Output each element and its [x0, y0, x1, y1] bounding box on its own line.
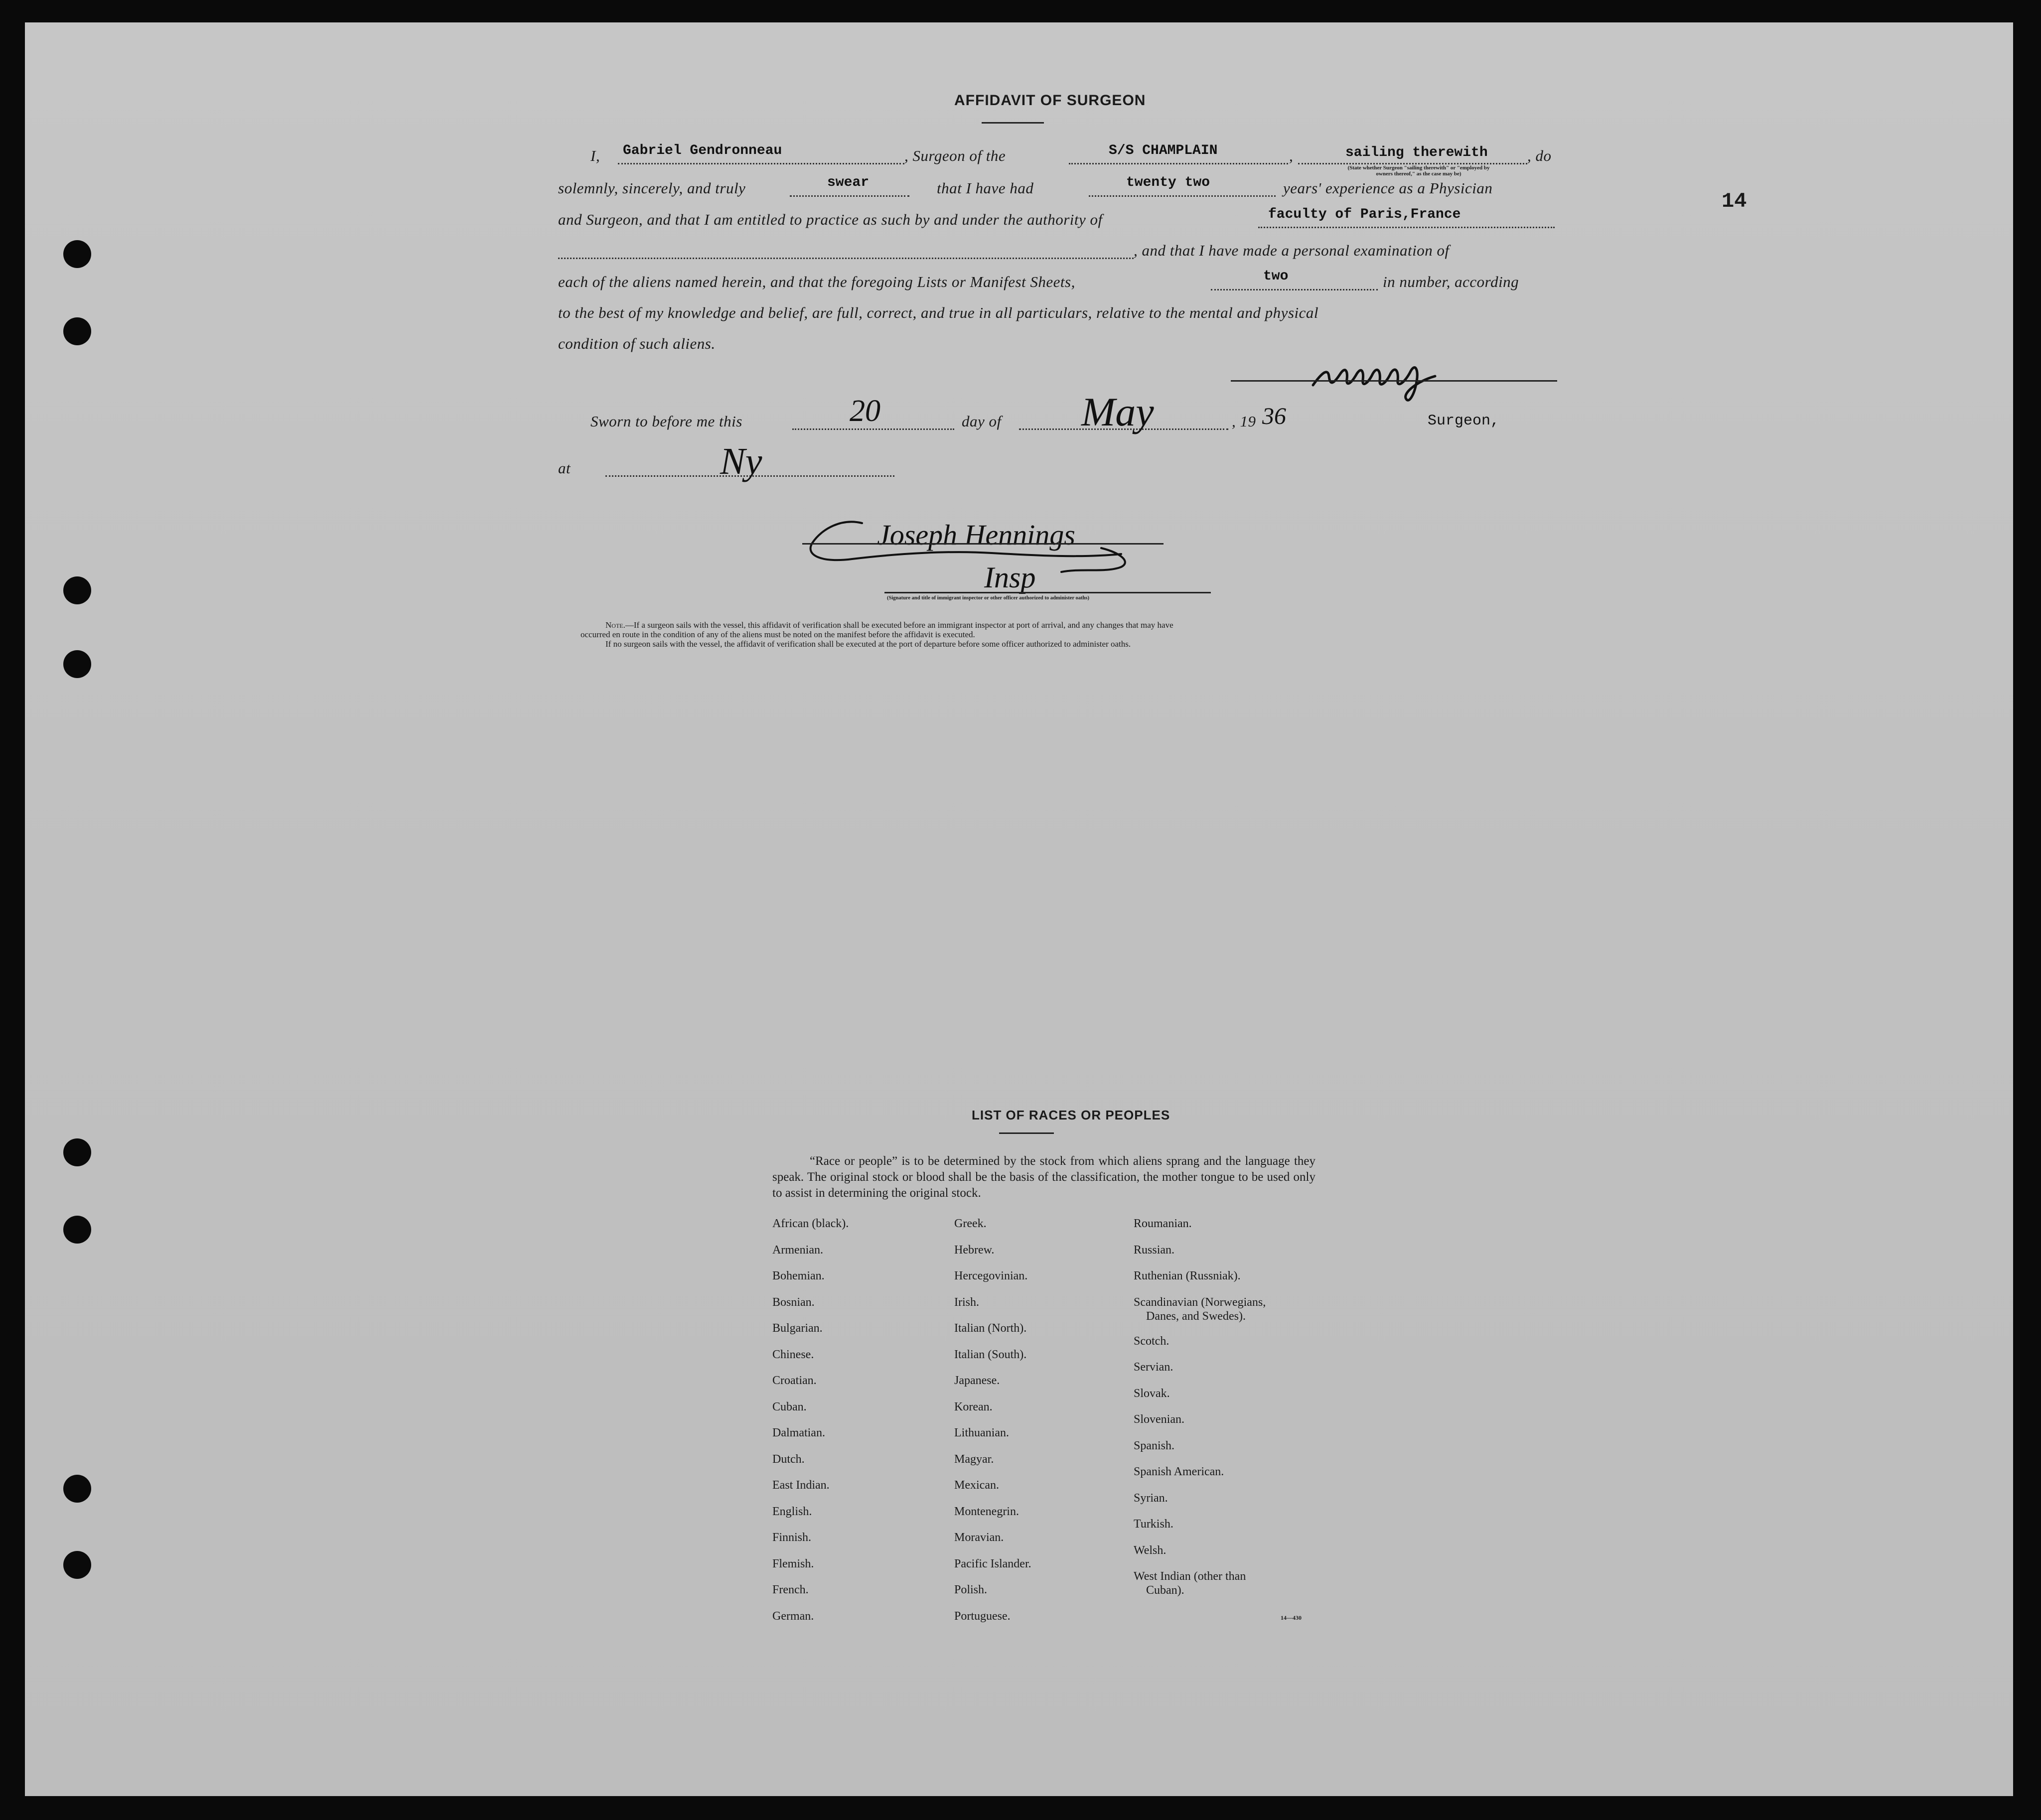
- authority-line: [1258, 227, 1555, 228]
- race-item: Dalmatian.: [772, 1426, 825, 1439]
- race-item: Roumanian.: [1134, 1217, 1192, 1230]
- sailing-status-line: [1298, 163, 1527, 164]
- form-number: 14—430: [1281, 1614, 1302, 1621]
- surgeon-signature: [1293, 346, 1507, 406]
- race-item: Magyar.: [954, 1452, 994, 1466]
- race-item: Montenegrin.: [954, 1505, 1019, 1518]
- text-condition: condition of such aliens.: [558, 335, 716, 352]
- race-item: French.: [772, 1583, 809, 1596]
- officer-signature: Joseph Hennings: [877, 519, 1075, 551]
- race-item-line: Scandinavian (Norwegians,: [1134, 1295, 1266, 1309]
- race-item: Scotch.: [1134, 1334, 1169, 1348]
- officer-signature-line: [802, 543, 1164, 545]
- years-field[interactable]: twenty two: [1126, 175, 1210, 190]
- officer-caption: (Signature and title of immigrant inspector or other officer authorized to administer oaths): [887, 595, 1089, 601]
- note-text: —If a surgeon sails with the vessel, this affidavit of verification shall be executed before an immigrant inspector at port of arrival, and any changes that may have: [625, 620, 1173, 630]
- officer-title-line: [884, 592, 1211, 593]
- text-each-of-aliens: each of the aliens named herein, and that the foregoing Lists or Manifest Sheets,: [558, 273, 1075, 290]
- race-item: Lithuanian.: [954, 1426, 1009, 1439]
- race-item: Dutch.: [772, 1452, 805, 1466]
- race-item: Greek.: [954, 1217, 987, 1230]
- binder-hole: [63, 1138, 91, 1166]
- vessel-field[interactable]: S/S CHAMPLAIN: [1109, 143, 1218, 158]
- text-sworn: Sworn to before me this: [590, 413, 742, 430]
- page-number: 14: [1722, 189, 1747, 213]
- text-in-number: in number, according: [1383, 273, 1519, 290]
- text-that-i-have-had: that I have had: [937, 179, 1034, 197]
- binder-hole: [63, 317, 91, 345]
- race-item: Italian (North).: [954, 1322, 1027, 1335]
- sworn-place-field[interactable]: Ny: [720, 440, 762, 482]
- races-column-3: [1134, 1217, 1266, 1599]
- race-item: Chinese.: [772, 1348, 814, 1361]
- race-item: Armenian.: [772, 1243, 823, 1257]
- surgeon-name-field[interactable]: Gabriel Gendronneau: [623, 143, 782, 158]
- race-item: Ruthenian (Russniak).: [1134, 1269, 1241, 1282]
- surgeon-name-line: [618, 163, 904, 164]
- race-item: Hebrew.: [954, 1243, 995, 1257]
- state-note-line: owners thereof," as the case may be): [1376, 171, 1461, 177]
- text-best-knowledge: to the best of my knowledge and belief, are full, correct, and true in all particulars, relative to the mental and physical: [558, 304, 1318, 321]
- surgeon-signature-line: [1231, 380, 1557, 382]
- races-intro: “Race or people” is to be determined by the stock from which aliens sprang and the language they speak. The original stock or blood shall be the basis of the classification, the mother tongue to be used only to assist in determining the original stock.: [772, 1154, 1315, 1200]
- sworn-day-field[interactable]: 20: [850, 394, 880, 428]
- title-rule: [999, 1132, 1054, 1134]
- binder-hole: [63, 650, 91, 678]
- race-item: Hercegovinian.: [954, 1269, 1028, 1282]
- race-item: Polish.: [954, 1583, 988, 1596]
- race-item: Servian.: [1134, 1361, 1173, 1374]
- years-line: [1089, 195, 1276, 197]
- race-item: Cuban.: [772, 1400, 807, 1413]
- race-item: Turkish.: [1134, 1518, 1173, 1531]
- race-item: [1134, 1569, 1266, 1599]
- race-item: Bosnian.: [772, 1295, 815, 1309]
- race-item: Japanese.: [954, 1374, 1000, 1387]
- race-item: Spanish.: [1134, 1439, 1175, 1452]
- note-label: Note.: [605, 620, 625, 630]
- text-i: I,: [590, 147, 600, 164]
- binder-hole: [63, 240, 91, 268]
- race-item: Mexican.: [954, 1479, 999, 1492]
- vessel-line: [1069, 163, 1288, 164]
- race-item: Syrian.: [1134, 1491, 1168, 1505]
- officer-title: Insp: [984, 561, 1036, 594]
- races-title: LIST OF RACES OR PEOPLES: [972, 1108, 1170, 1122]
- races-column-1: [772, 1217, 849, 1635]
- binder-hole: [63, 1551, 91, 1579]
- oath-line: [790, 195, 909, 197]
- authority-field[interactable]: faculty of Paris,France: [1268, 207, 1461, 222]
- text-surgeon-of: , Surgeon of the: [904, 147, 1006, 164]
- note-line: [581, 620, 1173, 630]
- binder-hole: [63, 1216, 91, 1244]
- affidavit-title: AFFIDAVIT OF SURGEON: [954, 92, 1146, 109]
- manifest-page: [25, 22, 2013, 1796]
- state-note-line: (State whether Surgeon "sailing therewith" or "employed by: [1347, 165, 1490, 171]
- race-item: East Indian.: [772, 1479, 830, 1492]
- race-item: Irish.: [954, 1295, 979, 1309]
- race-item: [1134, 1295, 1266, 1334]
- race-item: Bohemian.: [772, 1269, 825, 1282]
- race-item: Pacific Islander.: [954, 1557, 1031, 1570]
- text-at: at: [558, 459, 571, 477]
- title-rule: [982, 122, 1044, 124]
- surgeon-label: Surgeon,: [1428, 413, 1500, 429]
- note-block: [581, 620, 1173, 649]
- race-item: Spanish American.: [1134, 1465, 1224, 1478]
- binder-hole: [63, 576, 91, 604]
- race-item: Russian.: [1134, 1243, 1175, 1257]
- oath-word-field[interactable]: swear: [827, 175, 870, 190]
- text-do: , do: [1527, 147, 1552, 164]
- race-item: Slovak.: [1134, 1387, 1170, 1400]
- sheets-count-line: [1211, 289, 1378, 290]
- race-item: Finnish.: [772, 1531, 812, 1544]
- race-item-line: Cuban).: [1146, 1584, 1184, 1597]
- race-item: English.: [772, 1505, 812, 1518]
- race-item: Croatian.: [772, 1374, 817, 1387]
- race-item: African (black).: [772, 1217, 849, 1230]
- state-note: [1302, 165, 1536, 177]
- binder-hole: [63, 1475, 91, 1503]
- text-comma: ,: [1289, 147, 1294, 164]
- sailing-status-field[interactable]: sailing therewith: [1345, 145, 1488, 160]
- race-item-line: Danes, and Swedes).: [1146, 1309, 1246, 1323]
- race-item: Bulgarian.: [772, 1322, 823, 1335]
- race-item-line: West Indian (other than: [1134, 1570, 1246, 1583]
- text-personal-exam: , and that I have made a personal examination of: [1134, 242, 1450, 259]
- races-column-2: [954, 1217, 1031, 1635]
- race-item: Flemish.: [772, 1557, 814, 1570]
- sworn-month-field[interactable]: May: [1081, 389, 1154, 434]
- note-line: occurred en route in the condition of any of the aliens must be noted on the manifest before the affidavit is executed.: [581, 630, 975, 639]
- race-item: Welsh.: [1134, 1543, 1166, 1557]
- race-item: Italian (South).: [954, 1348, 1027, 1361]
- sheets-count-field[interactable]: two: [1263, 269, 1289, 284]
- text-years-experience: years' experience as a Physician: [1283, 179, 1493, 197]
- note-line: If no surgeon sails with the vessel, the affidavit of verification shall be executed at the port of departure before some officer authorized to administer oaths.: [605, 639, 1131, 649]
- race-item: Portuguese.: [954, 1609, 1011, 1623]
- sworn-year-field[interactable]: 36: [1262, 403, 1286, 429]
- race-item: Korean.: [954, 1400, 993, 1413]
- race-item: German.: [772, 1609, 814, 1623]
- text-solemnly: solemnly, sincerely, and truly: [558, 179, 746, 197]
- authority-continuation-line: [558, 258, 1134, 259]
- text-year-prefix: , 19: [1232, 413, 1256, 430]
- race-item: Slovenian.: [1134, 1413, 1184, 1426]
- text-and-surgeon: and Surgeon, and that I am entitled to practice as such by and under the authority of: [558, 211, 1103, 228]
- race-item: Moravian.: [954, 1531, 1004, 1544]
- text-day-of: day of: [962, 413, 1002, 430]
